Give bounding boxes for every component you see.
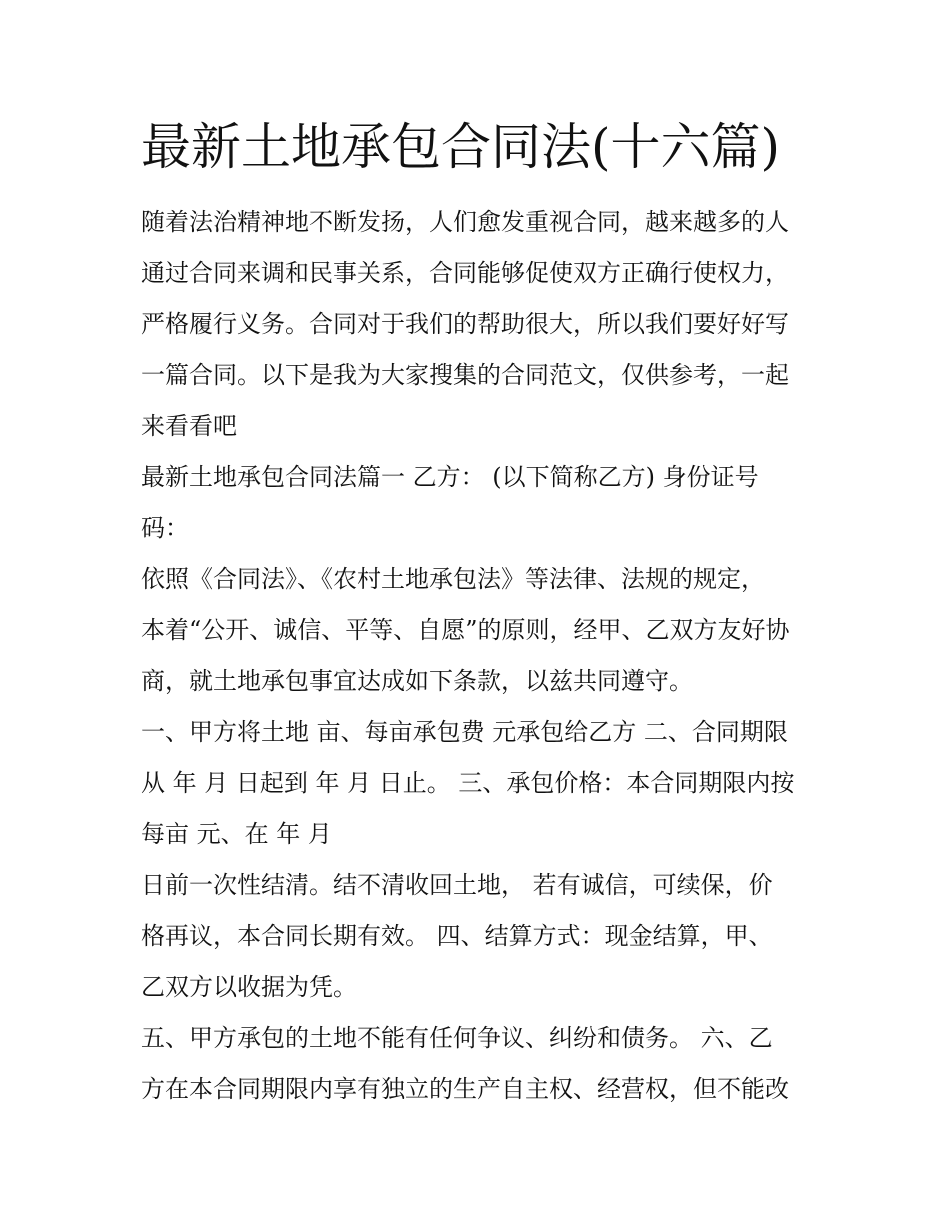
body-line: 码：: [141, 514, 189, 542]
body-line: 来看看吧: [141, 412, 237, 440]
body-line: 日前一次性结清。结不清收回土地， 若有诚信，可续保，价: [141, 871, 773, 899]
body-line: 随着法治精神地不断发扬，人们愈发重视合同，越来越多的人: [141, 208, 789, 236]
body-line: 每亩 元、在 年 月: [141, 820, 332, 848]
body-line: 方在本合同期限内享有独立的生产自主权、经营权，但不能改: [141, 1075, 789, 1103]
body-line: 格再议，本合同长期有效。 四、结算方式：现金结算，甲、: [141, 922, 773, 950]
body-line: 本着“公开、诚信、平等、自愿”的原则，经甲、乙双方友好协: [141, 616, 790, 644]
body-line: 商，就土地承包事宜达成如下条款，以兹共同遵守。: [141, 667, 693, 695]
body-line: 从 年 月 日起到 年 月 日止。 三、承包价格：本合同期限内按: [141, 769, 795, 797]
body-line: 严格履行义务。合同对于我们的帮助很大，所以我们要好好写: [141, 310, 789, 338]
section-heading-line: 最新土地承包合同法篇一 乙方： (以下简称乙方) 身份证号: [141, 463, 759, 491]
body-line: 五、甲方承包的土地不能有任何争议、纠纷和债务。 六、乙: [141, 1024, 773, 1052]
document-title: 最新土地承包合同法(十六篇): [141, 118, 781, 176]
body-line: 一篇合同。以下是我为大家搜集的合同范文，仅供参考，一起: [141, 361, 789, 389]
body-line: 一、甲方将土地 亩、每亩承包费 元承包给乙方 二、合同期限: [141, 718, 788, 746]
body-line: 依照《合同法》、《农村土地承包法》等法律、法规的规定，: [141, 565, 765, 593]
body-line: 通过合同来调和民事关系，合同能够促使双方正确行使权力，: [141, 259, 789, 287]
document-body: [141, 197, 821, 1115]
body-line: 乙双方以收据为凭。: [141, 973, 357, 1001]
